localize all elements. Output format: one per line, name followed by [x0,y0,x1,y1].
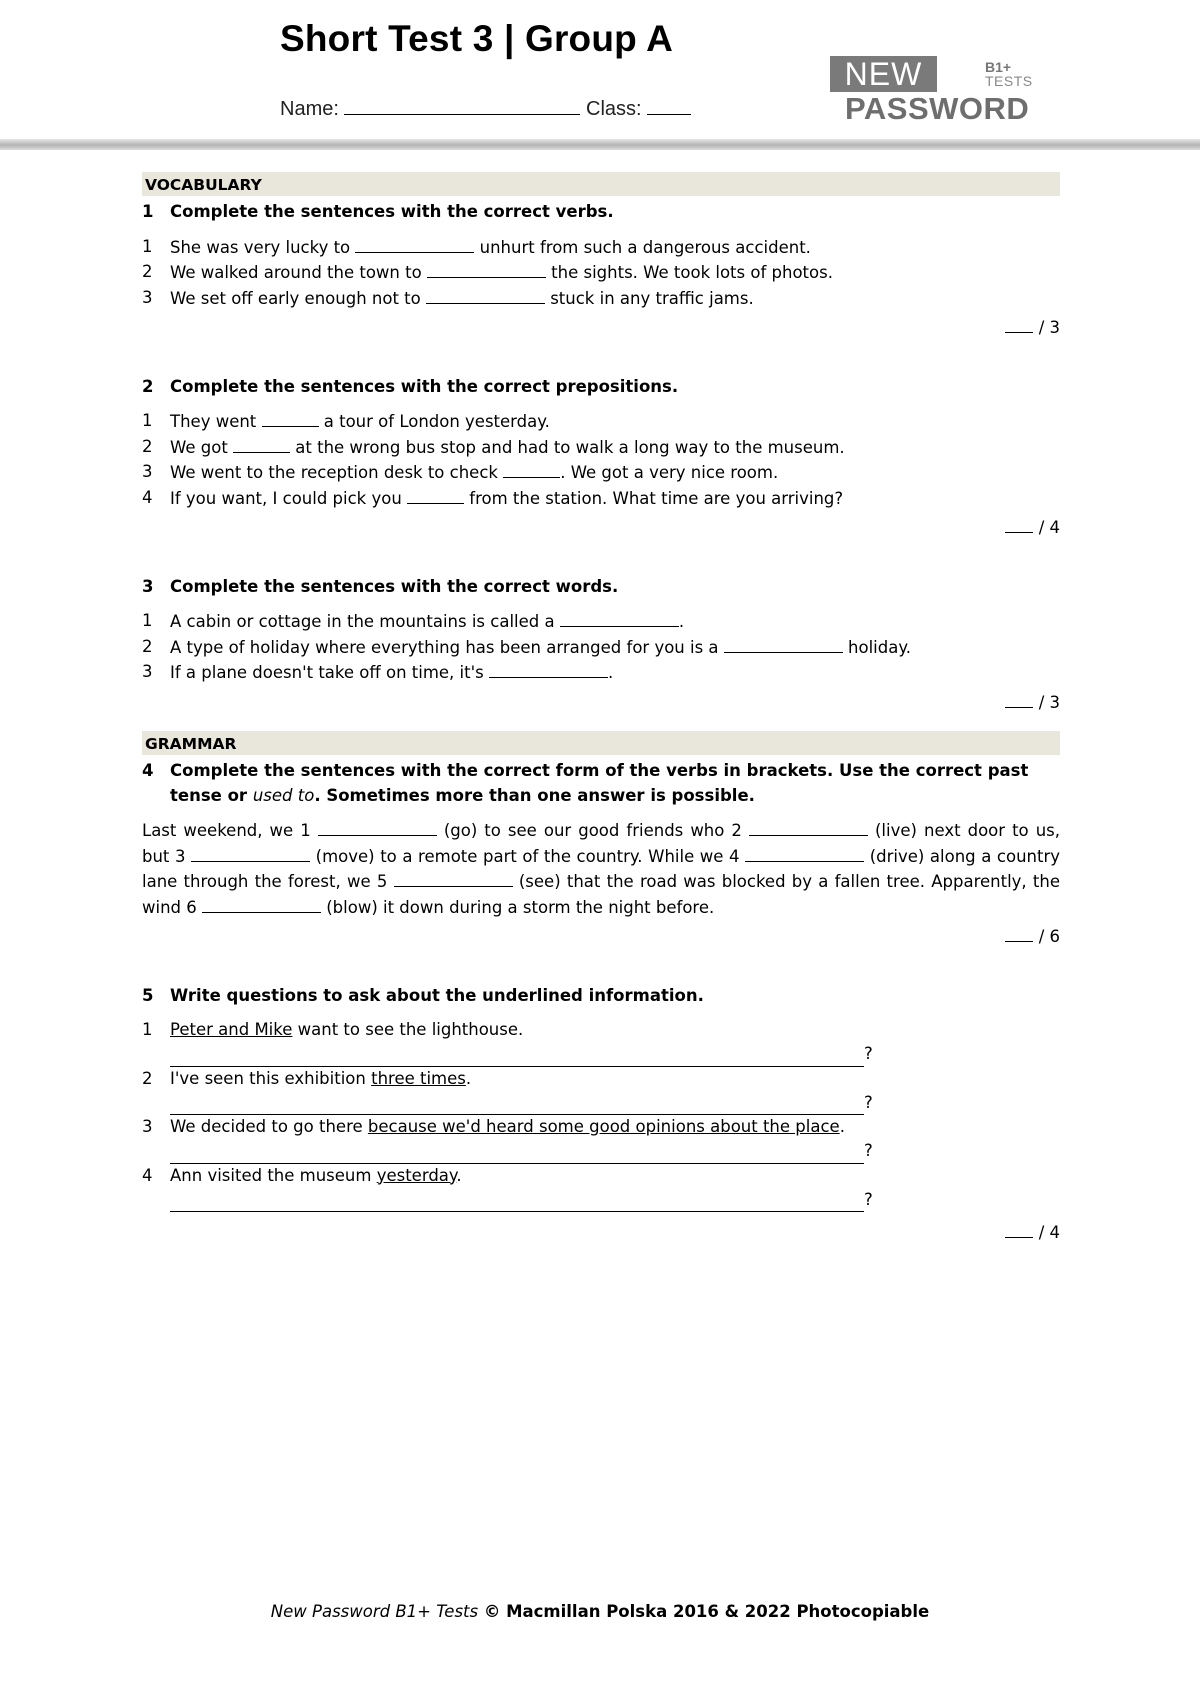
test-content [142,172,1060,1246]
score-blank[interactable] [1005,515,1033,533]
list-item: 3 If a plane doesn't take off on time, it's . [142,662,614,682]
class-label: Class: [586,98,642,120]
list-item: 3 We decided to go there because we'd heard some good opinions about the place. [142,1117,845,1136]
footer-copyright: © Macmillan Polska 2016 & 2022 Photocopiable [478,1602,930,1621]
list-item: 4 If you want, I could pick you from the station. What time are you arriving? [142,487,844,508]
answer-line[interactable]: ? [170,1188,1060,1212]
name-label: Name: [280,98,339,120]
logo-new: NEW [830,56,937,92]
task-3-instruction: 3 Complete the sentences with the correct words. [142,576,619,596]
answer-blank[interactable] [262,409,319,427]
list-item: 2 We got at the wrong bus stop and had to walk a long way to the museum. [142,436,845,457]
answer-blank[interactable] [489,660,608,678]
answer-blank[interactable] [407,486,464,504]
page-footer [0,1602,1200,1621]
answer-blank[interactable] [745,844,864,862]
answer-blank[interactable] [202,895,321,913]
task-5-instruction: 5 Write questions to ask about the underlined information. [142,985,704,1005]
list-item: 3 We set off early enough not to stuck in any traffic jams. [142,287,754,308]
list-item: 4 Ann visited the museum yesterday. [142,1165,462,1185]
list-item: 1 Peter and Mike want to see the lighthouse. [142,1020,524,1039]
list-item: 2 We walked around the town to the sights. We took lots of photos. [142,262,833,282]
list-item: 1 She was very lucky to unhurt from such a dangerous accident. [142,236,811,257]
task-4-instruction: 4 Complete the sentences with the correct form of the verbs in brackets. Use the correct past tense or used to. Sometimes more than one answer is possible. [142,761,1029,805]
score-box: / 3 [142,690,1060,716]
list-item: 3 We went to the reception desk to check . We got a very nice room. [142,462,779,482]
score-blank[interactable] [1005,315,1033,333]
answer-line[interactable]: ? [170,1140,1060,1164]
answer-blank[interactable] [560,609,679,627]
score-box: / 4 [142,515,1060,541]
task-2-instruction: 2 Complete the sentences with the correct prepositions. [142,376,679,396]
logo-level: B1+ [985,59,1012,75]
footer-book-title: New Password B1+ Tests [270,1602,479,1621]
logo-password: PASSWORD [845,91,1030,126]
score-box: / 3 [142,315,1060,341]
list-item: 1 A cabin or cottage in the mountains is called a . [142,611,685,631]
answer-blank[interactable] [724,635,843,653]
answer-blank[interactable] [394,869,513,887]
header-divider [0,139,1200,150]
section-vocabulary-heading: VOCABULARY [142,172,1060,196]
list-item: 1 They went a tour of London yesterday. [142,411,550,431]
answer-blank[interactable] [318,818,437,836]
answer-blank[interactable] [355,235,474,253]
score-blank[interactable] [1005,1220,1033,1238]
answer-line[interactable]: ? [170,1091,1060,1115]
list-item: 2 I've seen this exhibition three times. [142,1068,472,1088]
answer-line[interactable]: ? [170,1043,1060,1067]
gap-fill-paragraph: Last weekend, we 1 (go) to see our good friends who 2 (live) next door to us, but 3 (move) to a remote part of the country. While we 4 (drive) along a country lane through the forest, we 5 (see) that the road was blocked by a fallen tree. Apparently, the wind 6 (blow) it down during a storm the night before. [142,818,1060,920]
answer-blank[interactable] [427,260,546,278]
answer-blank[interactable] [749,818,868,836]
section-grammar-heading: GRAMMAR [142,731,1060,755]
score-box: / 4 [142,1220,1060,1246]
answer-blank[interactable] [426,286,545,304]
logo-tests: TESTS [985,73,1033,89]
score-blank[interactable] [1005,924,1033,942]
page-title: Short Test 3 | Group A [280,18,673,59]
class-blank[interactable] [647,96,691,115]
answer-blank[interactable] [503,460,560,478]
new-password-logo [830,56,1040,126]
answer-blank[interactable] [191,844,310,862]
list-item: 2 A type of holiday where everything has been arranged for you is a holiday. [142,636,912,657]
name-class-line [280,96,691,121]
score-blank[interactable] [1005,690,1033,708]
score-box: / 6 [142,924,1060,950]
answer-blank[interactable] [233,435,290,453]
task-1-instruction: 1 Complete the sentences with the correct verbs. [142,202,614,221]
name-blank[interactable] [344,96,580,115]
